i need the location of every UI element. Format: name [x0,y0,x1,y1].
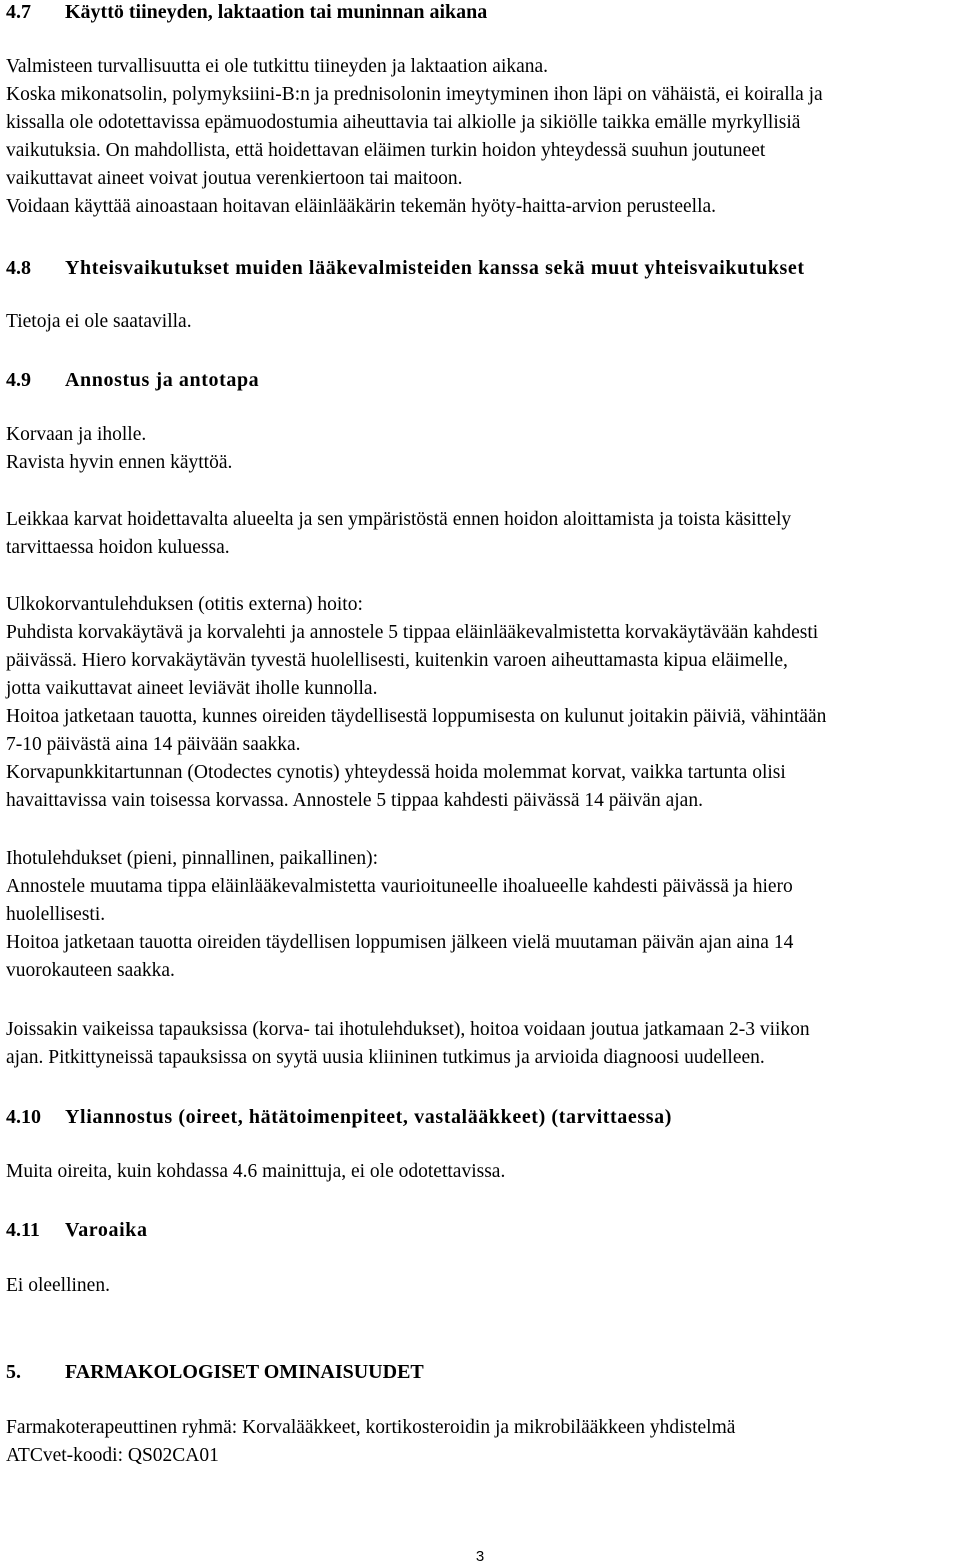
section-number: 4.9 [6,369,31,391]
section-heading-5 [6,1360,424,1384]
section-number: 4.11 [6,1219,40,1241]
text-line: Ei oleellinen. [6,1275,110,1296]
text-line: kissalla ole odotettavissa epämuodostumia aiheuttavia tai alkiolle ja sikiölle taikka emälle myrkyllisiä [6,112,801,133]
section-number: 4.7 [6,1,31,23]
text-line: Voidaan käyttää ainoastaan hoitavan eläinlääkärin tekemän hyöty-haitta-arvion perusteella. [6,196,717,217]
text-line: Hoitoa jatketaan tauotta, kunnes oireiden täydellisestä loppumisesta on kulunut joitakin päiviä, vähintään [6,706,827,727]
paragraph-skin-infections [6,845,954,985]
section-title: Varoaika [65,1219,148,1241]
text-line: jotta vaikuttavat aineet leviävät iholle kunnolla. [6,678,378,699]
text-line: Hoitoa jatketaan tauotta oireiden täydellisen loppumisen jälkeen vielä muutaman päivän ajan aina 14 [6,932,794,953]
paragraph-severe-cases [6,1016,954,1072]
text-line: Korvaan ja iholle. [6,424,147,445]
text-line: Koska mikonatsolin, polymyksiini-B:n ja prednisolonin imeytyminen ihon läpi on vähäistä, ei koiralla ja [6,84,823,105]
section-title: Yhteisvaikutukset muiden lääkevalmisteiden kanssa sekä muut yhteisvaikutukset [65,257,805,279]
text-line: Leikkaa karvat hoidettavalta alueelta ja sen ympäristöstä ennen hoidon aloittamista ja toista käsittely [6,509,792,530]
text-line: 7-10 päivästä aina 14 päivään saakka. [6,734,301,755]
text-line: havaittavissa vain toisessa korvassa. Annostele 5 tippaa kahdesti päivässä 14 päivän ajan. [6,790,703,811]
section-heading-4-11 [6,1218,148,1242]
text-line: vuorokauteen saakka. [6,960,175,981]
text-line: Ihotulehdukset (pieni, pinnallinen, paikallinen): [6,848,379,869]
text-line: Valmisteen turvallisuutta ei ole tutkittu tiineyden ja laktaation aikana. [6,56,549,77]
text-line: Farmakoterapeuttinen ryhmä: Korvalääkkeet, kortikosteroidin ja mikrobilääkkeen yhdistelmä [6,1417,736,1438]
section-title: FARMAKOLOGISET OMINAISUUDET [65,1361,424,1383]
section-number: 5. [6,1361,21,1383]
text-line: Ulkokorvantulehduksen (otitis externa) hoito: [6,594,363,615]
text-line: Annostele muutama tippa eläinlääkevalmistetta vaurioituneelle ihoalueelle kahdesti päivässä ja hiero [6,876,793,897]
text-line: Puhdista korvakäytävä ja korvalehti ja annostele 5 tippaa eläinlääkevalmistetta korvakäytävään kahdesti [6,622,819,643]
text-line: Korvapunkkitartunnan (Otodectes cynotis) yhteydessä hoida molemmat korvat, vaikka tartunta olisi [6,762,786,783]
section-heading-4-9 [6,368,259,392]
text-line: vaikutuksia. On mahdollista, että hoidettavan eläimen turkin hoidon yhteydessä suuhun joutuneet [6,140,766,161]
paragraph-pharmacology [6,1414,954,1470]
text-line: päivässä. Hiero korvakäytävän tyvestä huolellisesti, kuitenkin varoen aiheuttamasta kipua eläimelle, [6,650,788,671]
paragraph-interactions [6,308,954,336]
text-line: ajan. Pitkittyneissä tapauksissa on syytä uusia kliininen tutkimus ja arvioida diagnoosi uudelleen. [6,1047,765,1068]
text-line: huolellisesti. [6,904,106,925]
section-title: Käyttö tiineyden, laktaation tai muninnan aikana [65,1,488,23]
section-heading-4-10 [6,1105,672,1129]
text-line: Joissakin vaikeissa tapauksissa (korva- tai ihotulehdukset), hoitoa voidaan joutua jatkamaan 2-3 viikon [6,1019,810,1040]
text-line: Muita oireita, kuin kohdassa 4.6 mainittuja, ei ole odotettavissa. [6,1161,506,1182]
section-heading-4-7 [6,0,487,24]
paragraph-otitis-externa [6,591,954,815]
section-title: Annostus ja antotapa [65,369,260,391]
text-line: vaikuttavat aineet voivat joutua verenkiertoon tai maitoon. [6,168,463,189]
section-title: Yliannostus (oireet, hätätoimenpiteet, vastalääkkeet) (tarvittaessa) [65,1106,673,1128]
paragraph-dosage-route [6,421,954,477]
section-number: 4.10 [6,1106,41,1128]
text-line: tarvittaessa hoidon kuluessa. [6,537,230,558]
paragraph-overdose [6,1158,954,1186]
text-line: Tietoja ei ole saatavilla. [6,311,192,332]
section-number: 4.8 [6,257,31,279]
paragraph-pregnancy [6,53,954,221]
page-number: 3 [475,1548,485,1565]
paragraph-withdrawal [6,1272,954,1300]
text-line: ATCvet-koodi: QS02CA01 [6,1445,219,1466]
text-line: Ravista hyvin ennen käyttöä. [6,452,233,473]
section-heading-4-8 [6,256,805,280]
paragraph-clipping [6,506,954,562]
